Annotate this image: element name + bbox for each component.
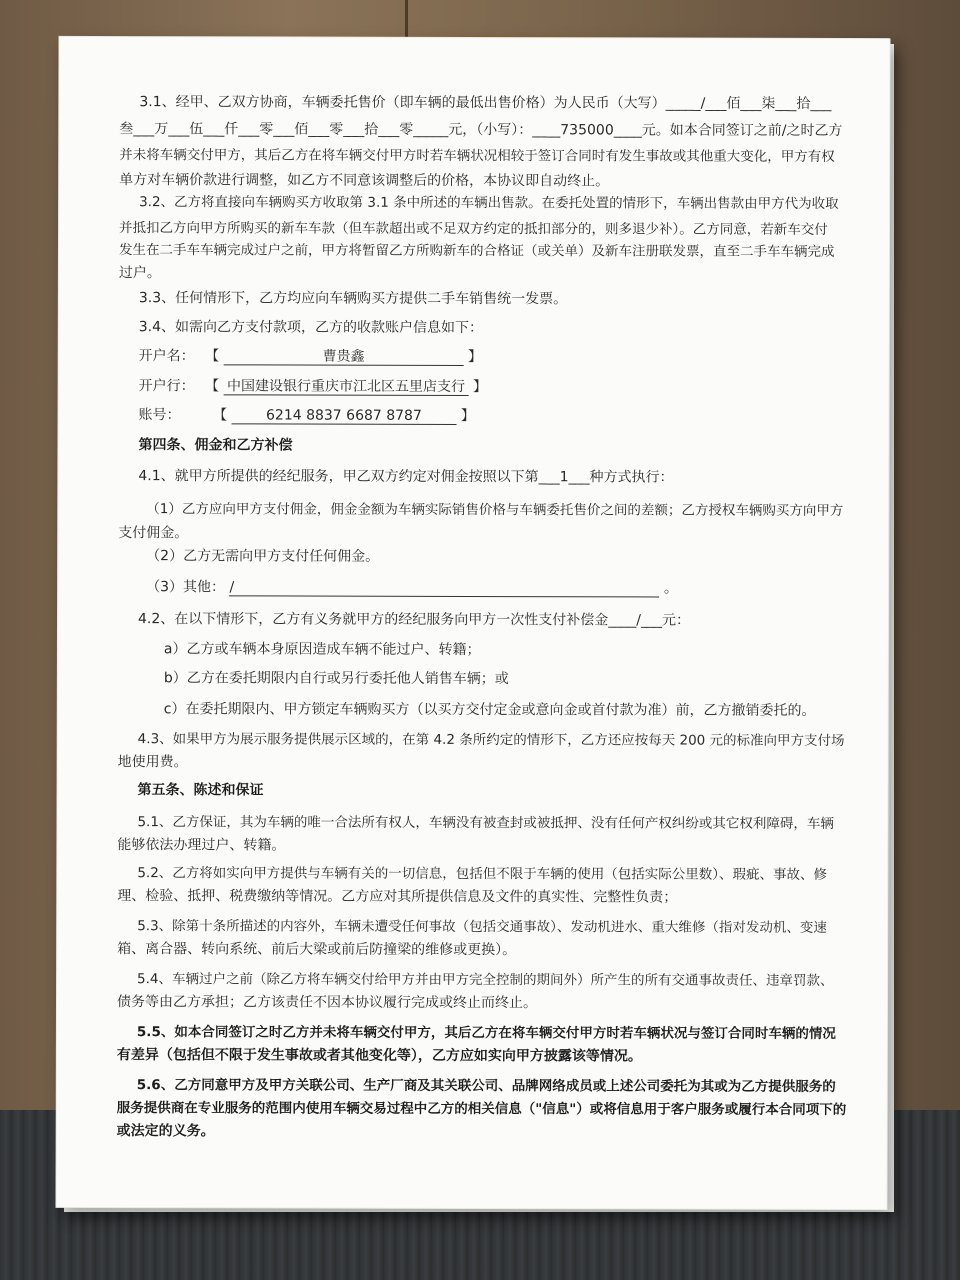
bracket-close: 】 (460, 407, 475, 425)
account-name-label: 开户名： (138, 348, 195, 365)
account-no-value: 6214 8837 6687 8787 (231, 407, 456, 425)
option-1-line-1: （1）乙方应向甲方支付佣金，佣金金额为车辆实际销售价格与车辆委托售价之间的差额；乙方授权车辆购买方向甲方 (146, 501, 844, 519)
clause-5-5-line-2: 有差异（包括但不限于发生事故或者其他变化等），乙方应如实向甲方披露该等情况。 (116, 1047, 642, 1065)
clause-3-2-line-4: 过户。 (118, 265, 161, 282)
clause-4-1: 4.1、就甲方所提供的经纪服务，甲乙双方约定对佣金按照以下第___1___种方式执行： (138, 468, 674, 486)
clause-4-2-a: a）乙方或车辆本身原因造成车辆不能过户、转籍； (163, 641, 481, 659)
bracket-open: 【 (205, 348, 220, 365)
clause-5-4-line-1: 5.4、车辆过户之前（除乙方将车辆交付给甲方并由甲方完全控制的期间外）所产生的所有交通事故责任、违章罚款、 (137, 971, 834, 989)
contract-page (56, 37, 889, 1209)
clause-4-2: 4.2、在以下情形下，乙方有义务就甲方的经纪服务向甲方一次性支付补偿金____/___元： (137, 611, 691, 629)
clause-5-3-line-2: 箱、离合器、转向系统、前后大梁或前后防撞梁的维修或更换）。 (117, 941, 517, 959)
option-3-value: / (229, 579, 659, 597)
option-3-label: （3）其他： (146, 579, 226, 596)
bracket-close: 】 (472, 378, 487, 396)
account-bank-value: 中国建设银行重庆市江北区五里店支行 (224, 378, 469, 396)
clause-5-5-line-1: 5.5、如本合同签订之时乙方并未将车辆交付甲方，其后乙方在将车辆交付甲方时若车辆状况与签订合同时车辆的情况 (136, 1024, 836, 1042)
clause-3-3: 3.3、任何情形下，乙方均应向车辆购买方提供二手车销售统一发票。 (138, 290, 568, 308)
bracket-close: 】 (468, 348, 483, 366)
option-2: （2）乙方无需向甲方支付任何佣金。 (146, 548, 380, 565)
option-3-row (146, 579, 678, 597)
account-no-row (139, 407, 475, 425)
clause-3-2-line-3: 发生在二手车车辆完成过户之前，甲方将暂留乙方所购新车的合格证（或关单）及新车注册联发票，直至二手车车辆完成 (118, 242, 835, 260)
account-bank-row (139, 378, 487, 396)
clause-5-1-line-2: 能够依法办理过户、转籍。 (117, 837, 286, 854)
clause-5-2-line-1: 5.2、乙方将如实向甲方提供与车辆有关的一切信息，包括但不限于车辆的使用（包括实际公里数）、瑕疵、事故、修 (137, 865, 828, 883)
clause-5-6-line-2: 服务提供商在专业服务的范围内使用车辆交易过程中乙方的相关信息（"信息"）或将信息用于客户服务或履行本合同项下的 (116, 1100, 847, 1118)
clause-5-6-line-3: 或法定的义务。 (116, 1123, 215, 1140)
clause-5-2-line-2: 理、检验、抵押、税费缴纳等情况。乙方应对其所提供信息及文件的真实性、完整性负责； (117, 888, 678, 906)
clause-3-1-line-4: 单方对车辆价款进行调整，如乙方不同意该调整后的价格，本协议即自动终止。 (119, 172, 610, 190)
clause-3-1-line-3: 并未将车辆交付甲方，其后乙方在将车辆交付甲方时若车辆状况相较于签订合同时有发生事故或其他重大变化，甲方有权 (119, 147, 835, 165)
clause-5-1-line-1: 5.1、乙方保证，其为车辆的唯一合法所有权人，车辆没有被查封或被抵押、没有任何产权纠纷或其它权利障碍，车辆 (137, 814, 834, 832)
clause-5-4-line-2: 债务等由乙方承担；乙方该责任不因本协议履行完成或终止而终止。 (116, 994, 538, 1012)
clause-3-2-line-1: 3.2、乙方将直接向车辆购买方收取第 3.1 条中所述的车辆出售款。在委托处置的情形下，车辆出售款由甲方代为收取 (139, 194, 839, 212)
account-no-label: 账号： (138, 407, 181, 424)
bracket-open: 【 (205, 378, 220, 395)
account-name-value: 曹贵鑫 (224, 348, 464, 366)
clause-3-1-line-1: 3.1、经甲、乙双方协商，车辆委托售价（即车辆的最低出售价格）为人民币（大写）_____/___佰___柒___拾___ (139, 94, 832, 112)
option-3-end: 。 (663, 580, 678, 597)
clause-5-6-line-1: 5.6、乙方同意甲方及甲方关联公司、生产厂商及其关联公司、品牌网络成员或上述公司委托为其或为乙方提供服务的 (136, 1077, 836, 1095)
clause-4-2-b: b）乙方在委托期限内自行或另行委托他人销售车辆；或 (163, 670, 509, 688)
option-1-line-2: 支付佣金。 (118, 525, 189, 542)
account-name-row (139, 348, 482, 366)
clause-4-2-c: c）在委托期限内、甲方锁定车辆购买方（以买方交付定金或意向金或首付款为准）前，乙方撤销委托的。 (163, 701, 816, 719)
clause-5-3-line-1: 5.3、除第十条所描述的内容外，车辆未遭受任何事故（包括交通事故）、发动机进水、重大维修（指对发动机、变速 (137, 918, 827, 936)
clause-3-4: 3.4、如需向乙方支付款项，乙方的收款账户信息如下： (138, 319, 484, 337)
section-4-heading: 第四条、佣金和乙方补偿 (138, 437, 293, 454)
clause-4-3-line-1: 4.3、如果甲方为展示服务提供展示区域的，在第 4.2 条所约定的情形下，乙方还应按每天 200 元的标准向甲方支付场 (137, 731, 845, 749)
section-5-heading: 第五条、陈述和保证 (137, 782, 264, 799)
clause-3-1-line-2: 叁___万___伍___仟___零___佰___零___拾___零_____元，（小写）：____735000____元。如本合同签订之前/之时乙方 (119, 121, 843, 139)
account-bank-label: 开户行： (138, 378, 195, 395)
clause-4-3-line-2: 地使用费。 (117, 754, 188, 771)
bracket-open: 【 (212, 407, 228, 424)
clause-3-2-line-2: 并抵扣乙方向甲方所购买的新车车款（但车款超出或不足双方约定的抵扣部分的，则多退少补）。乙方同意，若新车交付 (119, 220, 828, 238)
